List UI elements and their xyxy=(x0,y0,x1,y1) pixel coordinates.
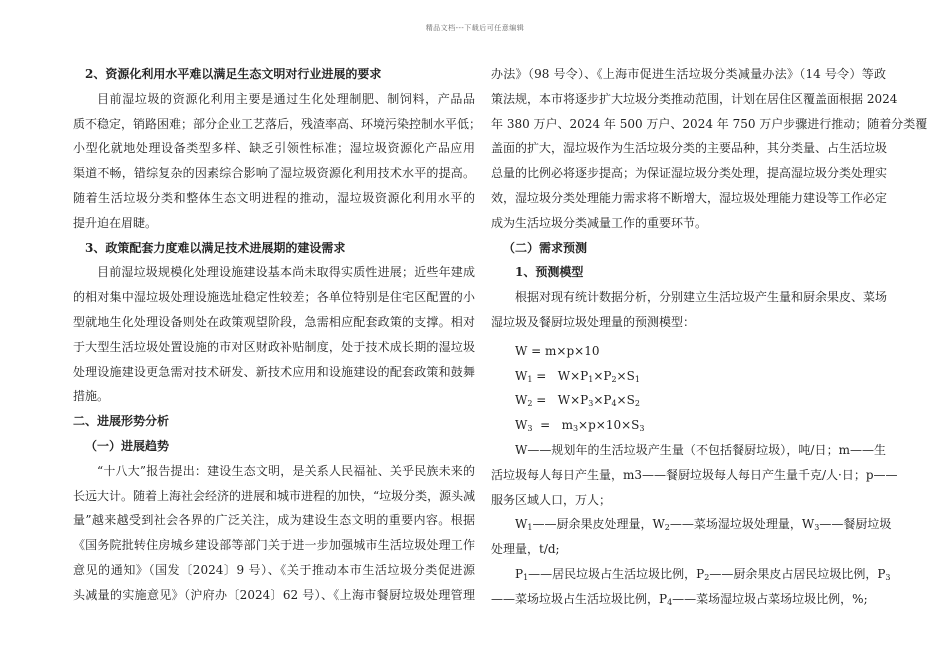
formula-w: W = m×p×10 xyxy=(515,343,600,358)
paragraph-line: 措施。 xyxy=(73,389,110,404)
formula-w3: $W_3 = m_3\times p\times 10\times S_3$ xyxy=(515,418,645,434)
paragraph-line: 型就地生化处理设备则处在政策观望阶段，急需相应配套政策的支撑。相对 xyxy=(73,314,475,329)
subsection-heading: （一）进展趋势 xyxy=(85,438,170,453)
left-column xyxy=(73,62,482,608)
definition-line: $P_1——$居民垃圾占生活垃圾比例，$P_2——$厨余果皮占居民垃圾比例，$P_3$ xyxy=(515,566,891,582)
page-header: 精品文档---下载后可任意编辑 xyxy=(425,24,525,32)
paragraph-line: 《国务院批转住房城乡建设部等部门关于进一步加强城市生活垃圾处理工作 xyxy=(73,538,475,553)
section-heading-3: 3、政策配套力度难以满足技术进展期的建设需求 xyxy=(85,240,346,255)
definition-line: 处理量，t/d; xyxy=(491,542,560,557)
paragraph-line: 的相对集中湿垃圾处理设施选址稳定性较差；各单位特别是住宅区配置的小 xyxy=(73,290,475,305)
formula-w1: $W_1 = W\times P_1\times P_2\times S_1$ xyxy=(515,368,640,384)
paragraph-line: 年 380 万户、2024 年 500 万户、2024 年 750 万户步骤进行推动；随着分类覆 xyxy=(491,116,928,131)
paragraph-line: 目前湿垃圾的资源化利用主要是通过生化处理制肥、制饲料，产品品 xyxy=(97,91,475,106)
paragraph-line: 小型化就地处理设备类型多样、缺乏引领性标准；湿垃圾资源化产品应用 xyxy=(73,141,475,156)
paragraph-line: 质不稳定，销路困难；部分企业工艺落后，残渣率高、环境污染控制水平低； xyxy=(73,116,482,131)
paragraph-line: 处理设施建设更急需对技术研发、新技术应用和设施建设的配套政策和鼓舞 xyxy=(73,364,475,379)
paragraph-line: 办法》（98 号令）、《上海市促进生活垃圾分类减量办法》（14 号令）等政 xyxy=(491,67,886,81)
paragraph-line: 策法规，本市将逐步扩大垃圾分类推动范围，计划在居住区覆盖面根据 2024 xyxy=(491,91,898,106)
formula-w2: $W_2 = W\times P_3\times P_4\times S_2$ xyxy=(515,393,640,409)
paragraph-line: 头减量的实施意见》（沪府办〔2024〕62 号）、《上海市餐厨垃圾处理管理 xyxy=(73,587,475,602)
paragraph-line: 提升迫在眉睫。 xyxy=(73,215,158,230)
definition-line: $W_1——$厨余果皮处理量，$W_2——$菜场湿垃圾处理量，$W_3——$餐厨垃圾 xyxy=(515,517,892,533)
definition-line: W——规划年的生活垃圾产生量（不包括餐厨垃圾），吨/日；m——生 xyxy=(515,442,886,457)
paragraph-line: 量”越来越受到社会各界的广泛关注，成为建设生态文明的重要内容。根据 xyxy=(73,513,475,528)
subsection-heading: （二）需求预测 xyxy=(503,240,588,255)
paragraph-line: 湿垃圾及餐厨垃圾处理量的预测模型： xyxy=(491,314,696,329)
paragraph-line: 总量的比例必将逐步提高；为保证湿垃圾分类处理，提高湿垃圾分类处理实 xyxy=(491,166,888,181)
paragraph-line: 成为生活垃圾分类减量工作的重要环节。 xyxy=(491,215,708,230)
definition-line: 活垃圾每人每日产生量，m3——餐厨垃圾每人每日产生量千克/人·日；p—— xyxy=(491,467,898,482)
chapter-heading: 二、进展形势分析 xyxy=(73,414,170,429)
paragraph-line: 随着生活垃圾分类和整体生态文明进程的推动，湿垃圾资源化利用水平的 xyxy=(73,190,475,205)
paragraph-line: 渠道不畅，错综复杂的因素综合影响了湿垃圾资源化利用技术水平的提高。 xyxy=(73,166,475,181)
paragraph-line: 根据对现有统计数据分析，分别建立生活垃圾产生量和厨余果皮、菜场 xyxy=(515,290,888,305)
model-heading: 1、预测模型 xyxy=(515,265,584,280)
paragraph-line: 盖面的扩大，湿垃圾作为生活垃圾分类的主要品种，其分类量、占生活垃圾 xyxy=(491,141,888,156)
paragraph-line: “十八大”报告提出：建设生态文明，是关系人民福祉、关乎民族未来的 xyxy=(97,463,475,478)
paragraph-line: 目前湿垃圾规模化处理设施建设基本尚未取得实质性进展；近些年建成 xyxy=(97,265,475,280)
paragraph-line: 长远大计。随着上海社会经济的进展和城市进程的加快，“垃圾分类，源头减 xyxy=(73,488,476,503)
paragraph-line: 效，湿垃圾分类处理能力需求将不断增大，湿垃圾处理能力建设等工作必定 xyxy=(491,190,888,205)
paragraph-line: 意见的通知》（国发〔2024〕9 号）、《关于推动本市生活垃圾分类促进源 xyxy=(73,562,475,577)
definition-line: 服务区域人口，万人； xyxy=(491,492,612,507)
definition-line: ——菜场垃圾占生活垃圾比例，$P_4——$菜场湿垃圾占菜场垃圾比例，%; xyxy=(491,591,868,607)
section-heading-2: 2、资源化利用水平难以满足生态文明对行业进展的要求 xyxy=(85,67,382,81)
right-column xyxy=(491,62,928,612)
paragraph-line: 于大型生活垃圾处置设施的市对区财政补贴制度，处于技术成长期的湿垃圾 xyxy=(73,339,475,354)
